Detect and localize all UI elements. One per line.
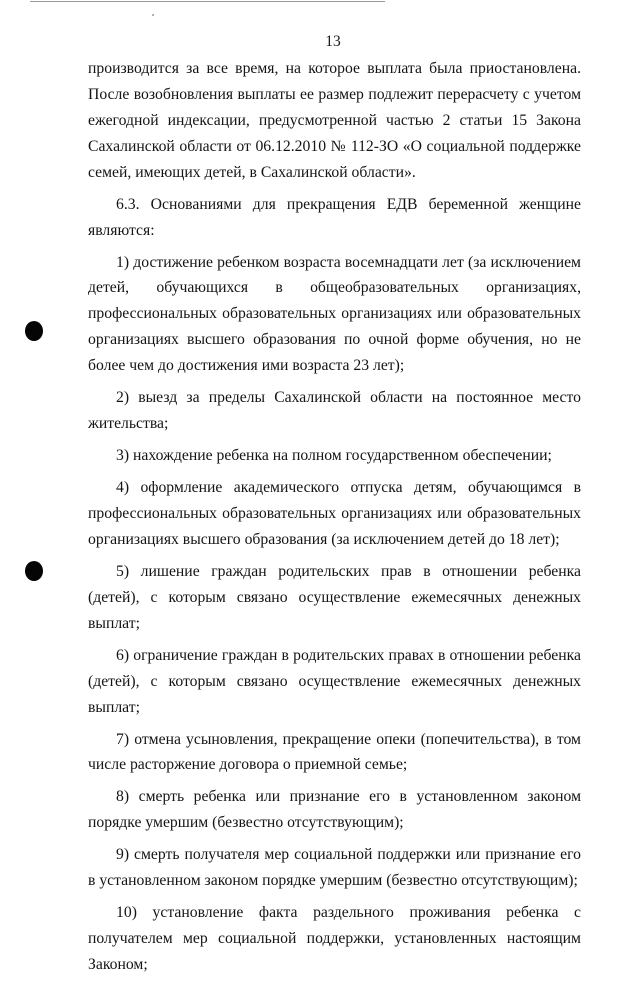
list-item-2: 2) выезд за пределы Сахалинской области на постоянное место жительства;: [88, 389, 581, 433]
document-body: [88, 56, 581, 984]
list-item-9: 9) смерть получателя мер социальной поддержки или признание его в установленном законом порядке умершим (безвестно отсутствующим);: [88, 846, 581, 890]
scan-speck: [152, 14, 154, 16]
list-item-6: 6) ограничение граждан в родительских правах в отношении ребенка (детей), с которым связано осуществление ежемесячных денежных выплат;: [88, 646, 581, 716]
list-item-5: 5) лишение граждан родительских прав в отношении ребенка (детей), с которым связано осуществление ежемесячных денежных выплат;: [88, 562, 581, 632]
list-item-1: 1) достижение ребенком возраста восемнадцати лет (за исключением детей, обучающихся в общеобразовательных организациях, профессиональных образовательных организациях или образовательных организациях высшего образования по очной форме обучения, но не более чем до достижения ими возраста 23 лет);: [88, 253, 581, 375]
list-item-10: 10) установление факта раздельного проживания ребенка с получателем мер социальной поддержки, установленных настоящим Законом;: [88, 904, 581, 974]
list-item-4: 4) оформление академического отпуска детям, обучающимся в профессиональных образовательных организациях или образовательных организациях высшего образования (за исключением детей до 18 лет);: [88, 479, 581, 548]
paragraph-section-6-3: 6.3. Основаниями для прекращения ЕДВ беременной женщине являются:: [88, 195, 581, 239]
punch-hole-lower: [25, 561, 43, 581]
punch-hole-upper: [25, 321, 43, 341]
page-number: 13: [325, 33, 341, 50]
list-item-3: 3) нахождение ребенка на полном государственном обеспечении;: [116, 447, 552, 465]
scan-top-rule: [30, 1, 385, 2]
list-item-7: 7) отмена усыновления, прекращение опеки (попечительства), в том числе расторжение договора о приемной семье;: [88, 730, 581, 774]
paragraph-continuation: производится за все время, на которое выплата была приостановлена. После возобновления выплаты ее размер подлежит перерасчету с учетом ежегодной индексации, предусмотренной частью 2 статьи 15 Закона Сахалинской области от 06.12.2010 № 112-ЗО «О социальной поддержке семей, имеющих детей, в Сахалинской области».: [88, 60, 581, 181]
list-item-8: 8) смерть ребенка или признание его в установленном законом порядке умершим (безвестно отсутствующим);: [88, 788, 581, 832]
